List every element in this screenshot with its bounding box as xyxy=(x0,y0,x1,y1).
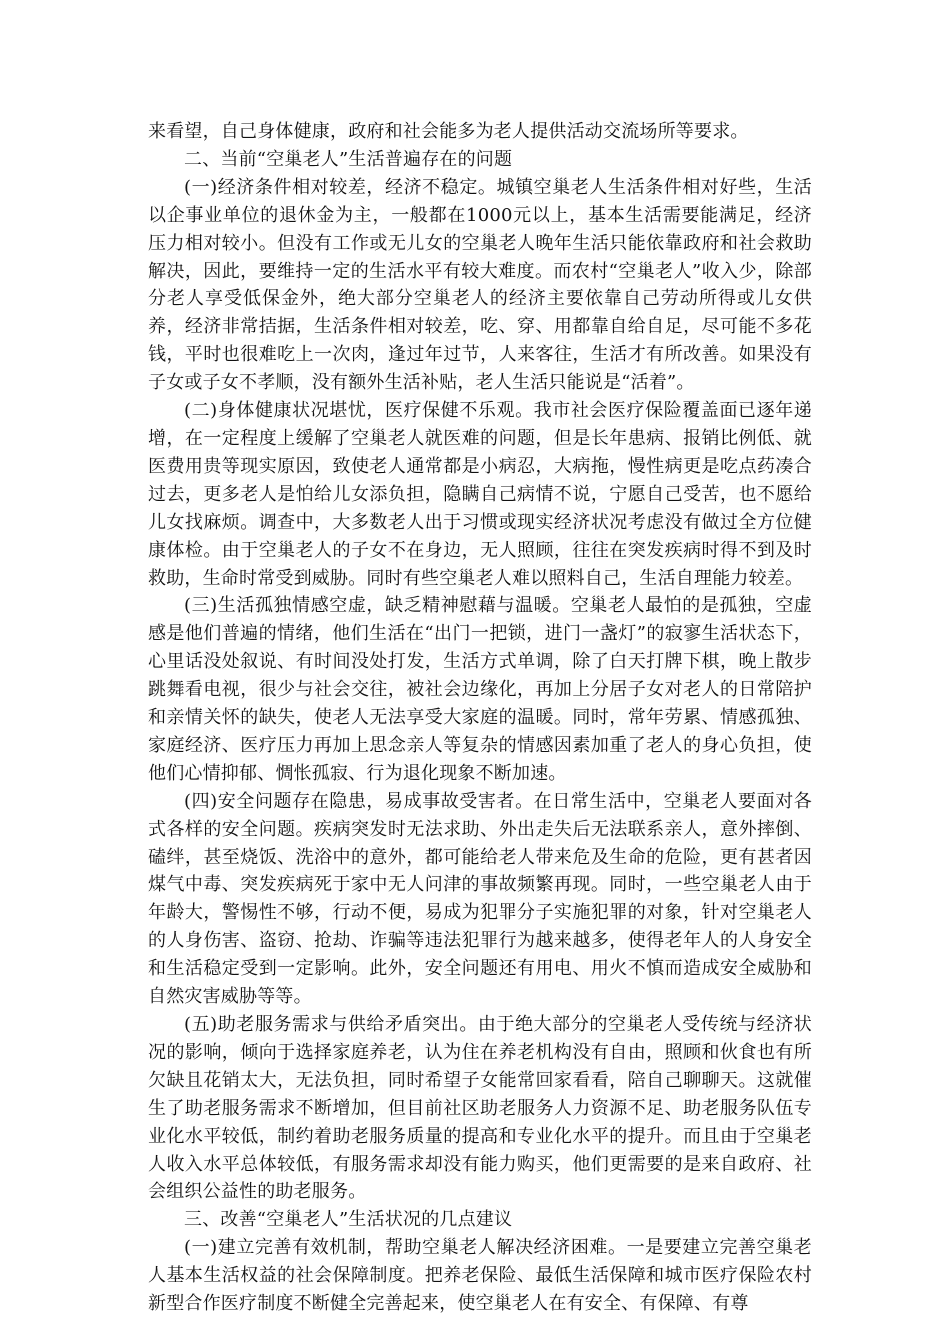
paragraph-loneliness: (三)生活孤独情感空虚，缺乏精神慰藉与温暖。空巢老人最怕的是孤独，空虚感是他们普遍的情绪，他们生活在“出门一把锁，进门一盏灯”的寂寥生活状态下，心里话没处叙说、有时间没处打发，生活方式单调，除了白天打牌下棋，晚上散步跳舞看电视，很少与社会交往，被社会边缘化，再加上分居子女对老人的日常陪护和亲情关怀的缺失，使老人无法享受大家庭的温暖。同时，常年劳累、情感孤独、家庭经济、医疗压力再加上思念亲人等复杂的情感因素加重了老人的身心负担，使他们心情抑郁、惆怅孤寂、行为退化现象不断加速。 xyxy=(148,595,812,784)
document-body xyxy=(148,118,812,1318)
paragraph-health: (二)身体健康状况堪忧，医疗保健不乐观。我市社会医疗保险覆盖面已逐年递增，在一定程度上缓解了空巢老人就医难的问题，但是长年患病、报销比例低、就医费用贵等现实原因，致使老人通常都是小病忍，大病拖，慢性病更是吃点药凑合过去，更多老人是怕给儿女添负担，隐瞒自己病情不说，宁愿自己受苦，也不愿给儿女找麻烦。调查中，大多数老人出于习惯或现实经济状况考虑没有做过全方位健康体检。由于空巢老人的子女不在身边，无人照顾，往往在突发疾病时得不到及时救助，生命时常受到威胁。同时有些空巢老人难以照料自己，生活自理能力较差。 xyxy=(148,400,812,589)
paragraph-mechanism: (一)建立完善有效机制，帮助空巢老人解决经济困难。一是要建立完善空巢老人基本生活权益的社会保障制度。把养老保险、最低生活保障和城市医疗保险农村新型合作医疗制度不断健全完善起来，使空巢老人在有安全、有保障、有尊 xyxy=(148,1237,812,1315)
section-heading-problems: 二、当前“空巢老人”生活普遍存在的问题 xyxy=(184,148,513,170)
paragraph-services: (五)助老服务需求与供给矛盾突出。由于绝大部分的空巢老人受传统与经济状况的影响，倾向于选择家庭养老，认为住在养老机构没有自由，照顾和伙食也有所欠缺且花销太大，无法负担，同时希望子女能常回家看看，陪自己聊聊天。这就催生了助老服务需求不断增加，但目前社区助老服务人力资源不足、助老服务队伍专业化水平较低，制约着助老服务质量的提高和专业化水平的提升。而且由于空巢老人收入水平总体较低，有服务需求却没有能力购买，他们更需要的是来自政府、社会组织公益性的助老服务。 xyxy=(148,1014,812,1203)
paragraph-economic: (一)经济条件相对较差，经济不稳定。城镇空巢老人生活条件相对好些，生活以企事业单位的退休金为主，一般都在1000元以上，基本生活需要能满足，经济压力相对较小。但没有工作或无儿女的空巢老人晚年生活只能依靠政府和社会救助解决，因此，要维持一定的生活水平有较大难度。而农村“空巢老人”收入少，除部分老人享受低保金外，绝大部分空巢老人的经济主要依靠自己劳动所得或儿女供养，经济非常拮据，生活条件相对较差，吃、穿、用都靠自给自足，尽可能不多花钱，平时也很难吃上一次肉，逢过年过节，人来客往，生活才有所改善。如果没有子女或子女不孝顺，没有额外生活补贴，老人生活只能说是“活着”。 xyxy=(148,176,812,394)
paragraph-safety: (四)安全问题存在隐患，易成事故受害者。在日常生活中，空巢老人要面对各式各样的安全问题。疾病突发时无法求助、外出走失后无法联系亲人，意外摔倒、磕绊，甚至烧饭、洗浴中的意外，都可能给老人带来危及生命的危险，更有甚者因煤气中毒、突发疾病死于家中无人问津的事故频繁再现。同时，一些空巢老人由于年龄大，警惕性不够，行动不便，易成为犯罪分子实施犯罪的对象，针对空巢老人的人身伤害、盗窃、抢劫、诈骗等违法犯罪行为越来越多，使得老年人的人身安全和生活稳定受到一定影响。此外，安全问题还有用电、用火不慎而造成安全威胁和自然灾害威胁等等。 xyxy=(148,790,812,1008)
section-heading-suggestions: 三、改善“空巢老人”生活状况的几点建议 xyxy=(184,1209,513,1231)
paragraph-continued: 来看望，自己身体健康，政府和社会能多为老人提供活动交流场所等要求。 xyxy=(148,121,749,142)
